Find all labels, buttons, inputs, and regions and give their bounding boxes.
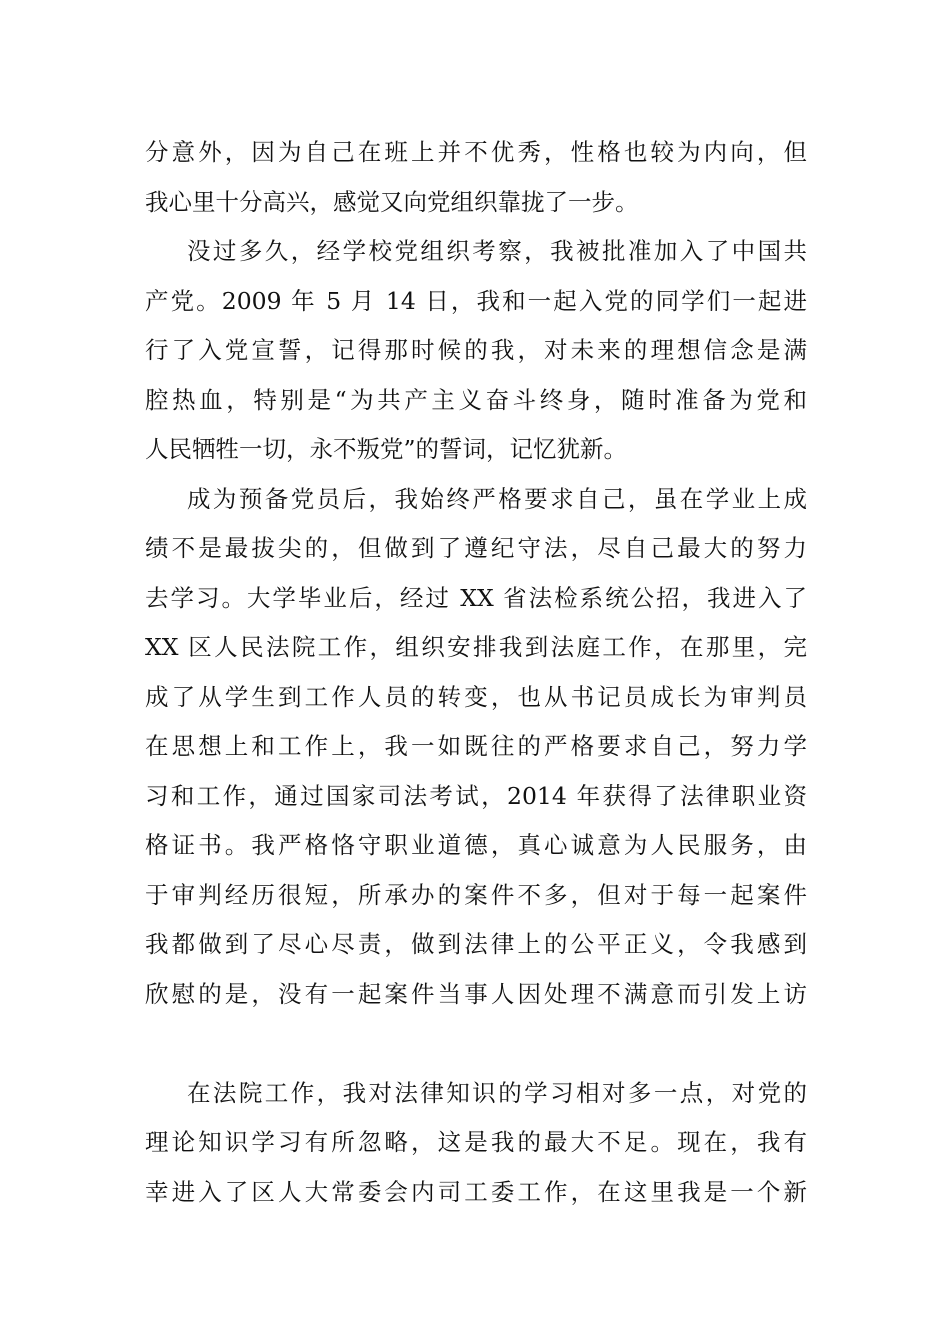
text-line: 在思想上和工作上，我一如既往的严格要求自己，努力学 <box>145 732 807 760</box>
text-line: 分意外，因为自己在班上并不优秀，性格也较为内向，但 <box>145 138 807 166</box>
text-line: 去学习。大学毕业后，经过 XX 省法检系统公招，我进入了 <box>145 583 807 612</box>
text-line: 行了入党宣誓，记得那时候的我，对未来的理想信念是满 <box>145 336 807 364</box>
text-line: 腔热血，特别是“为共产主义奋斗终身，随时准备为党和 <box>145 385 807 414</box>
paragraph-start-line: 成为预备党员后，我始终严格要求自己，虽在学业上成 <box>187 484 807 513</box>
text-line: 我都做到了尽心尽责，做到法律上的公平正义，令我感到 <box>145 930 807 958</box>
blank-line <box>145 1019 807 1069</box>
text-line: XX 区人民法院工作，组织安排我到法庭工作，在那里，完 <box>145 633 807 661</box>
text-line: 产党。2009 年 5 月 14 日，我和一起入党的同学们一起进 <box>145 286 807 315</box>
body-text <box>145 128 807 1217</box>
text-line: 习和工作，通过国家司法考试，2014 年获得了法律职业资 <box>145 781 807 810</box>
text-line: 绩不是最拔尖的，但做到了遵纪守法，尽自己最大的努力 <box>145 534 807 562</box>
text-line: 理论知识学习有所忽略，这是我的最大不足。现在，我有 <box>145 1128 807 1156</box>
text-line: 我心里十分高兴，感觉又向党组织靠拢了一步。 <box>145 187 639 216</box>
text-line: 幸进入了区人大常委会内司工委工作，在这里我是一个新 <box>145 1177 807 1206</box>
text-line: 成了从学生到工作人员的转变，也从书记员成长为审判员 <box>145 682 807 711</box>
text-line: 于审判经历很短，所承办的案件不多，但对于每一起案件 <box>145 880 807 909</box>
text-line: 欣慰的是，没有一起案件当事人因处理不满意而引发上访 <box>145 979 807 1008</box>
paragraph-start-line: 没过多久，经学校党组织考察，我被批准加入了中国共 <box>187 237 807 265</box>
text-line: 格证书。我严格恪守职业道德，真心诚意为人民服务，由 <box>145 831 807 859</box>
text-line: 人民牺牲一切，永不叛党”的誓词，记忆犹新。 <box>145 435 628 463</box>
paragraph-start-line: 在法院工作，我对法律知识的学习相对多一点，对党的 <box>187 1078 807 1107</box>
